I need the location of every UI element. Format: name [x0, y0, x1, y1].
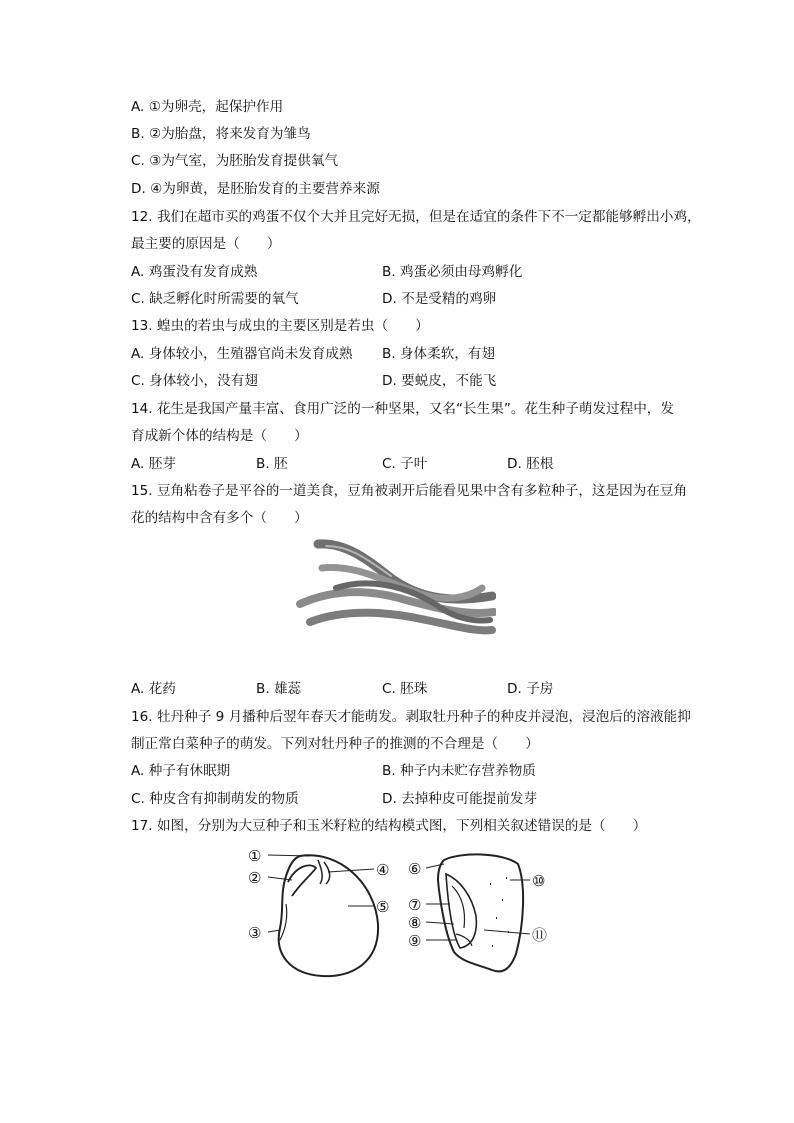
q16-option-d: D. 去掉种皮可能提前发芽 — [382, 791, 538, 807]
q13-options-row-1 — [131, 345, 671, 363]
label-8: ⑧ — [408, 914, 422, 932]
q11-option-a: A. ①为卵壳，起保护作用 — [131, 99, 284, 115]
q12-stem-line-1: 12. 我们在超市买的鸡蛋不仅个大并且完好无损，但是在适宜的条件下不一定都能够孵出小鸡， — [131, 209, 701, 225]
label-10: ⑩ — [532, 872, 546, 890]
q12-option-b: B. 鸡蛋必须由母鸡孵化 — [382, 264, 523, 280]
q15-option-b: B. 雄蕊 — [256, 681, 302, 697]
q11-option-c: C. ③为气室，为胚胎发育提供氧气 — [131, 153, 339, 169]
q12-stem-line-2: 最主要的原因是（ ） — [131, 236, 281, 252]
leader-6 — [426, 864, 444, 868]
q15-stem-line-2: 花的结构中含有多个（ ） — [131, 510, 308, 526]
q15-option-a: A. 花药 — [131, 681, 176, 697]
q12-option-d: D. 不是受精的鸡卵 — [382, 291, 497, 307]
q15-stem-line-1: 15. 豆角粘卷子是平谷的一道美食，豆角被剥开后能看见果中含有多粒种子，这是因为在豆角 — [131, 483, 688, 499]
q16-option-b: B. 种子内未贮存营养物质 — [382, 763, 536, 779]
q14-option-d: D. 胚根 — [507, 456, 554, 472]
q15-options-row — [131, 680, 671, 698]
soybean-plumule — [318, 860, 330, 884]
label-5: ⑤ — [376, 898, 390, 916]
seed-structure-diagram — [240, 844, 560, 984]
green-bean-image — [296, 538, 496, 640]
q14-option-b: B. 胚 — [256, 456, 288, 472]
q16-stem-line-2: 制正常白菜种子的萌发。下列对牡丹种子的推测的不合理是（ ） — [131, 736, 539, 752]
leader-3 — [268, 930, 280, 932]
corn-kernel-diagram — [426, 854, 530, 971]
q16-option-c: C. 种皮含有抑制萌发的物质 — [131, 791, 299, 807]
q12-option-a: A. 鸡蛋没有发育成熟 — [131, 264, 258, 280]
q13-options-row-2 — [131, 372, 671, 390]
label-7: ⑦ — [408, 896, 422, 914]
q13-option-b: B. 身体柔软，有翅 — [382, 346, 496, 362]
leader-8 — [426, 922, 454, 924]
q12-option-c: C. 缺乏孵化时所需要的氧气 — [131, 291, 299, 307]
label-3: ③ — [248, 924, 262, 942]
q14-option-c: C. 子叶 — [382, 456, 428, 472]
q11-option-d: D. ④为卵黄，是胚胎发育的主要营养来源 — [131, 181, 380, 197]
q16-option-a: A. 种子有休眠期 — [131, 763, 231, 779]
label-2: ② — [248, 869, 262, 887]
q12-options-row-2 — [131, 290, 671, 308]
q14-stem-line-1: 14. 花生是我国产量丰富、食用广泛的一种坚果，又名“长生果”。花生种子萌发过程中，发 — [131, 401, 674, 417]
soybean-seed-diagram — [268, 855, 378, 976]
leader-11 — [484, 930, 530, 934]
q13-option-c: C. 身体较小，没有翅 — [131, 373, 258, 389]
q13-option-d: D. 要蜕皮，不能飞 — [382, 373, 497, 389]
q16-stem-line-1: 16. 牡丹种子 9 月播种后翌年春天才能萌发。剥取牡丹种子的种皮并浸泡，浸泡后的溶液能抑 — [131, 709, 691, 725]
corn-endosperm-dots — [490, 878, 509, 946]
q11-option-b: B. ②为胎盘，将来发育为雏鸟 — [131, 126, 311, 142]
label-11: ⑪ — [532, 926, 548, 944]
label-4: ④ — [376, 861, 390, 879]
soybean-radicle — [288, 865, 316, 896]
label-1: ① — [248, 847, 262, 865]
corn-embryo — [446, 874, 476, 948]
leader-2 — [268, 877, 292, 880]
q16-options-row-2 — [131, 790, 671, 808]
q15-option-c: C. 胚珠 — [382, 681, 428, 697]
q14-stem-line-2: 育成新个体的结构是（ ） — [131, 428, 308, 444]
q13-option-a: A. 身体较小，生殖器官尚未发育成熟 — [131, 346, 353, 362]
q16-options-row-1 — [131, 762, 671, 780]
q17-stem: 17. 如图，分别为大豆种子和玉米籽粒的结构模式图，下列相关叙述错误的是（ ） — [131, 818, 647, 834]
label-6: ⑥ — [408, 860, 422, 878]
q13-stem: 13. 蝗虫的若虫与成虫的主要区别是若虫（ ） — [131, 318, 429, 334]
q14-option-a: A. 胚芽 — [131, 456, 176, 472]
q12-options-row-1 — [131, 263, 671, 281]
q14-options-row — [131, 455, 671, 473]
q15-option-d: D. 子房 — [507, 681, 554, 697]
label-9: ⑨ — [408, 932, 422, 950]
